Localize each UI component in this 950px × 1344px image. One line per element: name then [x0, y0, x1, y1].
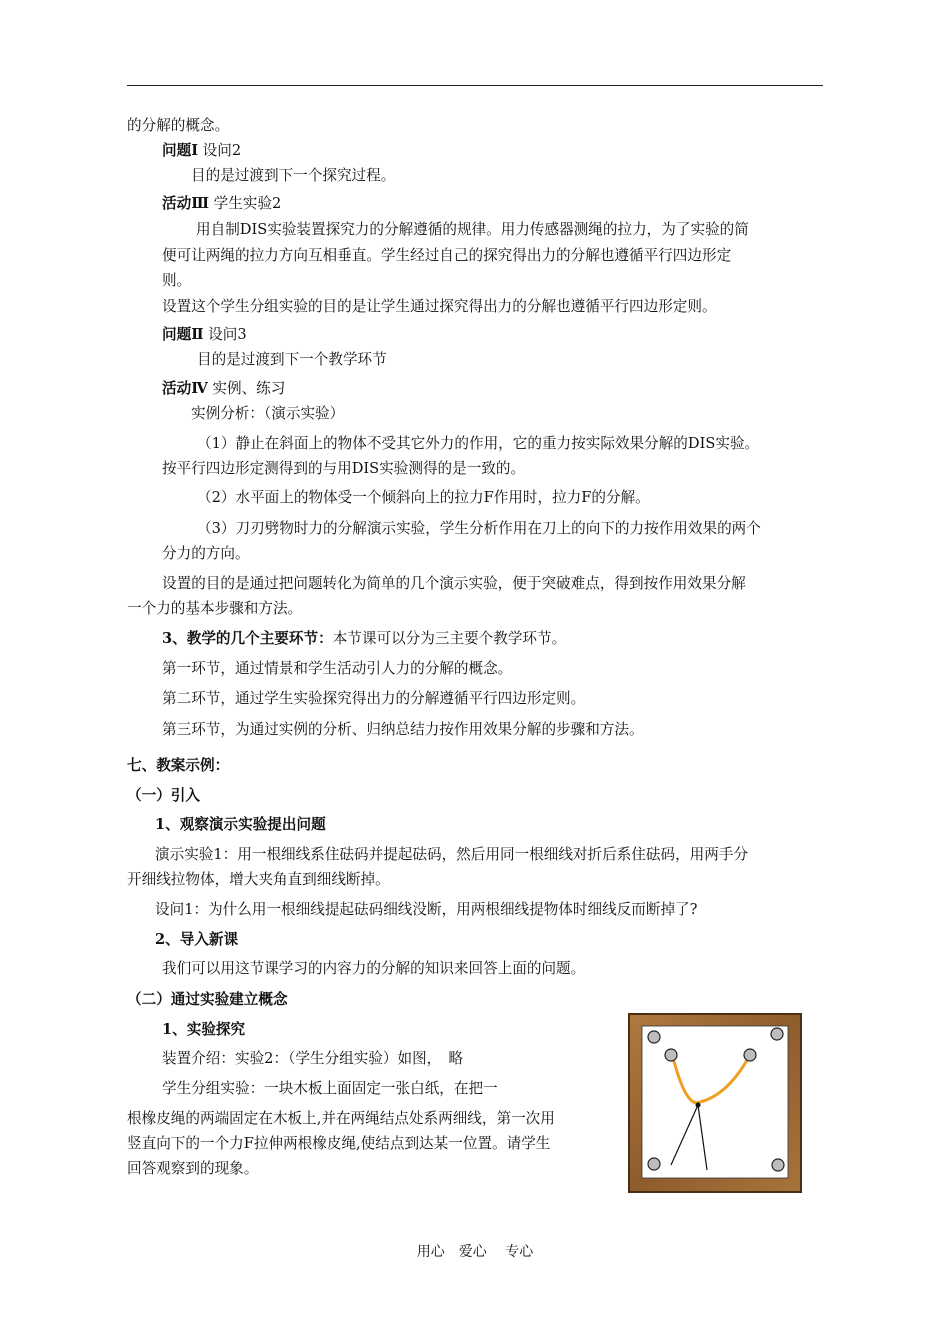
- text-line: 回答观察到的现象。: [127, 1160, 259, 1177]
- bold-label: 活动Ⅲ: [162, 195, 209, 212]
- bold-label: 活动Ⅳ: [162, 380, 208, 397]
- text-line: 活动Ⅳ 实例、练习: [162, 380, 286, 397]
- text-line: 第一环节，通过情景和学生活动引人力的分解的概念。: [162, 660, 513, 677]
- text-line: 目的是过渡到下一个探究过程。: [191, 167, 396, 184]
- pin-bottom-right: [772, 1159, 784, 1171]
- text-line: 第二环节，通过学生实验探究得出力的分解遵循平行四边形定则。: [162, 690, 586, 707]
- text-line: 按平行四边形定测得到的与用DIS实验测得的是一致的。: [162, 460, 526, 477]
- text-line: 七、教案示例：: [127, 757, 230, 774]
- page-footer: 用心 爱心 专心: [416, 1244, 534, 1260]
- text-line: （3）刀刃劈物时力的分解演示实验，学生分析作用在刀上的向下的力按作用效果的两个: [197, 520, 761, 537]
- text-line: 便可让两绳的拉力方向互相垂直。学生经过自己的探究得出力的分解也遵循平行四边形定: [162, 247, 732, 264]
- text-line: 问题Ⅰ 设问2: [162, 142, 242, 159]
- text-line: 问题Ⅱ 设问3: [162, 326, 247, 343]
- pin-band-left: [665, 1049, 677, 1061]
- text-line: 3、教学的几个主要环节：本节课可以分为三主要个教学环节。: [162, 630, 567, 647]
- text-line: 根橡皮绳的两端固定在木板上,并在两绳结点处系两细线，第一次用: [127, 1110, 555, 1127]
- text-line: （1）静止在斜面上的物体不受其它外力的作用，它的重力按实际效果分解的DIS实验。: [197, 435, 760, 452]
- text-line: 分力的方向。: [162, 545, 250, 562]
- bold-label: 3、教学的几个主要环节：: [162, 630, 333, 647]
- text-line: 目的是过渡到下一个教学环节: [197, 351, 387, 368]
- header-rule: [127, 85, 823, 86]
- text-line: 装置介绍：实验2：（学生分组实验）如图， 略: [162, 1050, 464, 1067]
- bold-label: 问题Ⅰ: [162, 142, 199, 159]
- text-line: 1、实验探究: [162, 1021, 246, 1038]
- knot-point: [696, 1103, 701, 1108]
- pin-bottom-left: [648, 1158, 660, 1170]
- text-line: 设置的目的是通过把问题转化为简单的几个演示实验，便于突破难点，得到按作用效果分解: [162, 575, 746, 592]
- text-line: 学生分组实验：一块木板上面固定一张白纸，在把一: [162, 1080, 498, 1097]
- text-line: 1、观察演示实验提出问题: [155, 816, 326, 833]
- pin-band-right: [744, 1049, 756, 1061]
- text-line: 活动Ⅲ 学生实验2: [162, 195, 282, 212]
- experiment-board-figure: [628, 1013, 802, 1193]
- text-line: 用自制DIS实验装置探究力的分解遵循的规律。用力传感器测绳的拉力，为了实验的简: [196, 221, 749, 238]
- text-line: （一）引入: [127, 787, 200, 804]
- text-line: 则。: [162, 272, 192, 289]
- pin-top-right: [771, 1028, 783, 1040]
- text-line: 我们可以用这节课学习的内容力的分解的知识来回答上面的问题。: [162, 960, 586, 977]
- text-line: 2、导入新课: [155, 931, 239, 948]
- bold-label: 问题Ⅱ: [162, 326, 204, 343]
- text-line: 第三环节，为通过实例的分析、归纳总结力按作用效果分解的步骤和方法。: [162, 721, 644, 738]
- text-line: （2）水平面上的物体受一个倾斜向上的拉力F作用时，拉力F的分解。: [197, 489, 650, 506]
- text-line: 演示实验1：用一根细线系住砝码并提起砝码，然后用同一根细线对折后系住砝码，用两手分: [155, 846, 749, 863]
- text-line: 设置这个学生分组实验的目的是让学生通过探究得出力的分解也遵循平行四边形定则。: [162, 298, 717, 315]
- text-line: 一个力的基本步骤和方法。: [127, 600, 303, 617]
- text-line: 设问1：为什么用一根细线提起砝码细线没断，用两根细线提物体时细线反而断掉了?: [155, 901, 698, 918]
- text-line: 的分解的概念。: [127, 117, 230, 134]
- text-line: 开细线拉物体，增大夹角直到细线断掉。: [127, 871, 390, 888]
- text-line: （二）通过实验建立概念: [127, 991, 288, 1008]
- text-line: 实例分析：（演示实验）: [191, 405, 345, 422]
- white-paper: [642, 1026, 788, 1178]
- text-line: 竖直向下的一个力F拉伸两根橡皮绳,使结点到达某一位置。请学生: [127, 1135, 551, 1152]
- pin-top-left: [648, 1031, 660, 1043]
